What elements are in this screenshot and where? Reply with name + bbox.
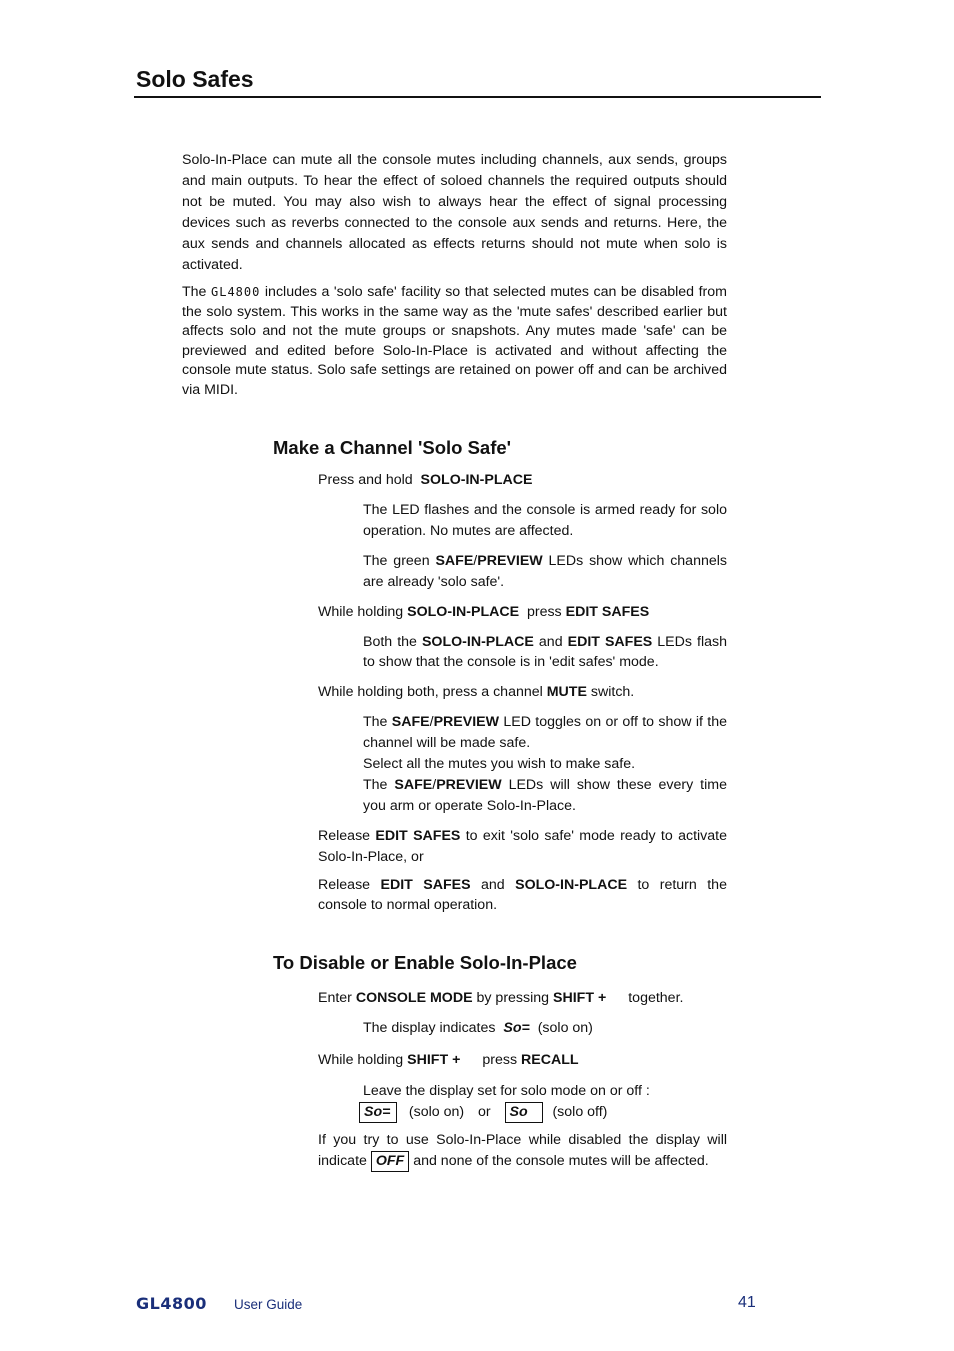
key-label: MUTE <box>546 684 587 700</box>
text: While holding <box>318 1052 404 1068</box>
key-label: PREVIEW <box>477 553 543 569</box>
text: While holding both, press a channel <box>318 684 543 700</box>
text: The display indicates <box>363 1020 496 1036</box>
display-box-off: OFF <box>371 1151 409 1172</box>
text: / <box>432 777 437 793</box>
text: Release <box>318 877 371 893</box>
key-label: SHIFT + <box>407 1052 461 1068</box>
step-press-mute <box>318 682 634 703</box>
key-label: PREVIEW <box>436 777 502 793</box>
key-label: SAFE <box>394 777 433 793</box>
text: Enter <box>318 990 352 1006</box>
note-leave-display: Leave the display set for solo mode on or off : <box>363 1083 650 1099</box>
key-label: EDIT SAFES <box>565 604 650 620</box>
text: / <box>473 553 478 569</box>
note-led-toggles <box>363 712 727 754</box>
key-label: SHIFT + <box>553 990 607 1006</box>
page-title: Solo Safes <box>136 66 254 92</box>
text: to return the console to normal operation. <box>318 877 727 913</box>
section-heading-disable-enable: To Disable or Enable Solo-In-Place <box>273 952 577 973</box>
text: LEDs will show these every time you arm or operate Solo-In-Place. <box>363 777 727 814</box>
page-number: 41 <box>738 1294 756 1311</box>
intro-paragraph-2 <box>182 283 727 400</box>
key-label: SOLO-IN-PLACE <box>515 877 628 893</box>
text: Both the <box>363 634 417 650</box>
text: The <box>363 777 388 793</box>
note-display-indicates <box>363 1018 593 1039</box>
text: The green <box>363 553 430 569</box>
text: (solo on) <box>537 1020 593 1036</box>
step-press-hold <box>318 470 532 491</box>
key-label: CONSOLE MODE <box>355 990 473 1006</box>
key-label: EDIT SAFES <box>380 877 471 893</box>
text: While holding <box>318 604 404 620</box>
text: If you try to use Solo-In-Place while disabled the display will indicate <box>318 1132 727 1169</box>
footer-gl4800-logo: GL4800 <box>136 1294 207 1313</box>
text: Release <box>318 828 371 844</box>
text: press <box>482 1052 518 1068</box>
text: and none of the console mutes will be affected. <box>413 1152 709 1169</box>
text: switch. <box>590 684 635 700</box>
text: press <box>526 604 562 620</box>
intro-paragraph-1: Solo-In-Place can mute all the console mutes including channels, aux sends, groups and main outputs. To hear the effect of soloed channels the required outputs should not be muted. You may also wish to always hear the effect of signal processing devices such as reverbs connected to the console aux sends and returns. Here, the aux sends and channels allocated as effects returns should not mute when solo is activated. <box>182 152 727 273</box>
text: The <box>363 714 388 730</box>
note-both-leds-flash <box>363 633 727 672</box>
gl4800-inline-logo: GL4800 <box>211 285 261 299</box>
title-rule <box>134 96 821 98</box>
text: LEDs flash to show that the console is in 'edit safes' mode. <box>363 634 727 670</box>
display-box-solo-on: So= <box>359 1102 397 1123</box>
key-label: EDIT SAFES <box>375 828 461 844</box>
text: LEDs show which channels are already 'solo safe'. <box>363 553 727 590</box>
text: LED toggles on or off to show if the channel will be made safe. <box>363 714 727 751</box>
text: to exit 'solo safe' mode ready to activate Solo-In-Place, or <box>318 828 727 865</box>
note-green-leds <box>363 551 727 593</box>
section-heading-solo-safe: Make a Channel 'Solo Safe' <box>273 437 512 458</box>
display-box-solo-off: So <box>505 1102 543 1123</box>
text: and <box>538 634 563 650</box>
text: / <box>429 714 434 730</box>
key-label: SOLO-IN-PLACE <box>420 472 533 488</box>
text: The <box>182 284 207 300</box>
step-enter-console-mode <box>318 988 683 1009</box>
footer-user-guide: User Guide <box>234 1297 303 1312</box>
key-label: SOLO-IN-PLACE <box>407 604 520 620</box>
step-while-holding-shift <box>318 1050 579 1071</box>
step-while-holding-edit-safes <box>318 602 649 623</box>
step-release-edit-safes <box>318 826 727 868</box>
text: (solo on) <box>408 1104 465 1120</box>
note-led-flashes: The LED flashes and the console is armed ready for solo operation. No mutes are affected. <box>363 502 727 539</box>
text: by pressing <box>476 990 550 1006</box>
key-label: SOLO-IN-PLACE <box>421 634 534 650</box>
text: Press and hold <box>318 472 413 488</box>
key-label: EDIT SAFES <box>567 634 653 650</box>
note-select-mutes: Select all the mutes you wish to make safe. <box>363 756 636 772</box>
text: includes a 'solo safe' facility so that selected mutes can be disabled from the solo system. This works in the same way as the 'mute safes' described earlier but affects solo and not the mute groups or snapshots. Any mutes made 'safe' can be previewed and edited before Solo-In-Place is activated and without affecting the console mute status. Solo safe settings are retained on power off and can be archived via MIDI. <box>182 284 727 398</box>
key-label: PREVIEW <box>433 714 500 730</box>
text: (solo off) <box>552 1104 608 1120</box>
text: together. <box>628 990 684 1006</box>
note-disabled-off <box>318 1131 727 1172</box>
text: and <box>481 877 505 893</box>
step-release-both <box>318 876 727 915</box>
key-label: SAFE <box>391 714 430 730</box>
key-label: RECALL <box>521 1052 579 1068</box>
display-readout: So= <box>503 1020 530 1036</box>
note-leds-show <box>363 775 727 817</box>
key-label: SAFE <box>435 553 474 569</box>
display-options <box>359 1102 607 1123</box>
text: or <box>478 1104 491 1120</box>
